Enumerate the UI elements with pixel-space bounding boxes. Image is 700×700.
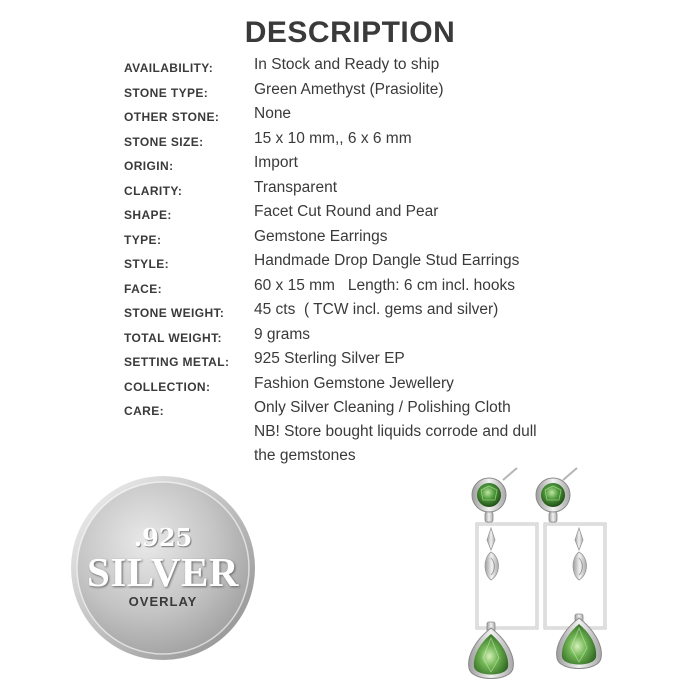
spec-value: None — [254, 105, 292, 122]
spec-row-shape — [124, 201, 684, 226]
spec-row-face — [124, 275, 684, 300]
spec-row-stone-weight — [124, 299, 684, 324]
spec-row-type — [124, 226, 684, 251]
spec-label: FACE: — [124, 281, 162, 296]
spec-value: Handmade Drop Dangle Stud Earrings — [254, 252, 520, 269]
spec-value: In Stock and Ready to ship — [254, 56, 440, 73]
spec-row-style — [124, 250, 684, 275]
spec-value: Import — [254, 154, 298, 171]
spec-value: Only Silver Cleaning / Polishing Cloth — [254, 399, 511, 416]
spec-row-collection — [124, 373, 684, 398]
spec-label: SETTING METAL: — [124, 355, 230, 369]
spec-table — [124, 54, 684, 464]
spec-row-total-weight — [124, 324, 684, 349]
page-title: DESCRIPTION — [244, 16, 456, 49]
spec-value: Fashion Gemstone Jewellery — [254, 374, 454, 392]
spec-value: 925 Sterling Silver EP — [254, 350, 405, 367]
spec-label: ORIGIN: — [124, 159, 174, 173]
spec-value: 9 grams — [254, 325, 310, 343]
spec-row-other-stone — [124, 103, 684, 128]
spec-label: STONE WEIGHT: — [124, 306, 225, 320]
spec-label: CARE: — [124, 404, 164, 418]
spec-value: Transparent — [254, 178, 337, 196]
spec-label: STONE TYPE: — [124, 85, 209, 100]
seal-metal: SILVER — [87, 549, 239, 595]
spec-value: Gemstone Earrings — [254, 227, 388, 245]
seal-overlay-label: OVERLAY — [128, 594, 198, 609]
spec-value: 45 cts ( TCW incl. gems and silver) — [254, 301, 499, 318]
spec-label: TYPE: — [124, 232, 162, 247]
spec-label: SHAPE: — [124, 208, 172, 222]
spec-label: STONE SIZE: — [124, 134, 204, 149]
care-note-line: NB! Store bought liquids corrode and dull — [254, 423, 537, 440]
spec-row-availability — [124, 54, 684, 79]
spec-row-setting-metal — [124, 348, 684, 373]
left-earring — [469, 468, 537, 679]
right-earring — [536, 468, 605, 669]
spec-row-stone-type — [124, 79, 684, 104]
spec-label: CLARITY: — [124, 183, 183, 198]
silver-overlay-seal — [70, 475, 256, 661]
earrings-photo — [455, 462, 635, 694]
spec-value: 15 x 10 mm,, 6 x 6 mm — [254, 129, 412, 147]
spec-value: 60 x 15 mm Length: 6 cm incl. hooks — [254, 276, 516, 294]
spec-value: Green Amethyst (Prasiolite) — [254, 80, 444, 98]
seal-purity: .925 — [133, 523, 193, 552]
spec-label: AVAILABILITY: — [124, 61, 214, 75]
care-note-line: the gemstones — [254, 447, 356, 464]
spec-row-clarity — [124, 177, 684, 202]
spec-row-stone-size — [124, 128, 684, 153]
spec-label: STYLE: — [124, 257, 170, 271]
spec-label: OTHER STONE: — [124, 110, 220, 124]
spec-label: TOTAL WEIGHT: — [124, 330, 222, 345]
spec-value: Facet Cut Round and Pear — [254, 203, 439, 220]
spec-row-origin — [124, 152, 684, 177]
spec-row-care — [124, 397, 684, 422]
spec-label: COLLECTION: — [124, 379, 211, 394]
